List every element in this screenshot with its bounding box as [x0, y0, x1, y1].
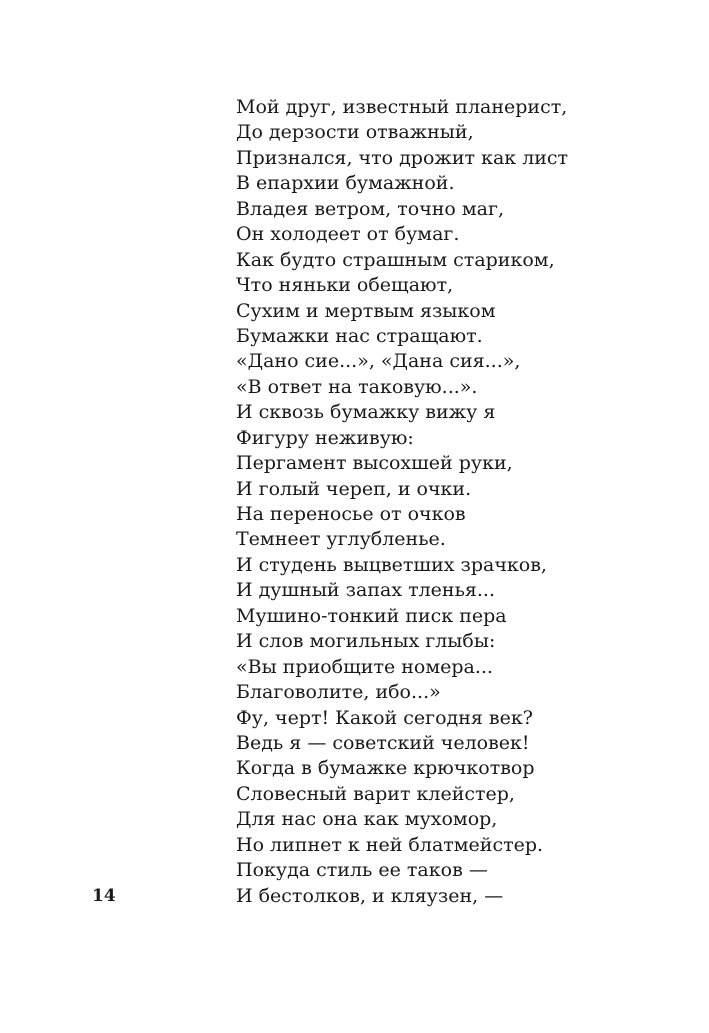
poem-line: Мушино-тонкий писк пера	[236, 604, 507, 627]
poem-line: Но липнет к ней блатмейстер.	[236, 833, 544, 856]
poem-line: Ведь я — советский человек!	[236, 731, 530, 754]
poem-line: И студень выцветших зрачков,	[236, 553, 547, 576]
poem-line: Мой друг, известный планерист,	[236, 96, 568, 118]
poem-line: И голый череп, и очки.	[236, 477, 472, 500]
poem-line: «В ответ на таковую...».	[236, 375, 478, 398]
poem-line: Он холодеет от бумаг.	[236, 223, 460, 246]
poem-line: «Вы приобщите номера...	[236, 655, 493, 678]
page-number: 14	[92, 886, 116, 906]
poem-line: Когда в бумажке крючкотвор	[236, 757, 535, 780]
poem-line: Как будто страшным стариком,	[236, 248, 555, 271]
poem-line: Сухим и мертвым языком	[236, 299, 496, 322]
poem-line: Фигуру неживую:	[236, 426, 414, 449]
poem-line: Благоволите, ибо...»	[236, 681, 441, 704]
poem-line: И сквозь бумажку вижу я	[236, 401, 496, 424]
poem-line: Покуда стиль ее таков —	[236, 859, 488, 882]
poem-line: В епархии бумажной.	[236, 172, 455, 195]
poem-line: До дерзости отважный,	[236, 121, 474, 144]
poem-line: На переносье от очков	[236, 503, 466, 525]
poem-text	[236, 95, 568, 909]
poem-line: Фу, черт! Какой сегодня век?	[236, 706, 533, 729]
poem-line: Пергамент высохшей руки,	[236, 452, 513, 475]
poem-line: Темнеет углубленье.	[236, 528, 446, 551]
poem-line: «Дано сие...», «Дана сия...»,	[236, 350, 521, 373]
poem-line: Бумажки нас стращают.	[236, 324, 483, 347]
poem-line: Для нас она как мухомор,	[236, 808, 498, 831]
poem-line: Владея ветром, точно маг,	[236, 197, 504, 220]
poem-line: И бестолков, и кляузен, —	[236, 884, 504, 907]
poem-line: И слов могильных глыбы:	[236, 630, 496, 653]
poem-line: Что няньки обещают,	[236, 274, 454, 297]
poem-line: Словесный варит клейстер,	[236, 782, 515, 805]
poem-line: И душный запах тленья...	[236, 579, 496, 602]
poem-line: Признался, что дрожит как лист	[236, 146, 569, 169]
